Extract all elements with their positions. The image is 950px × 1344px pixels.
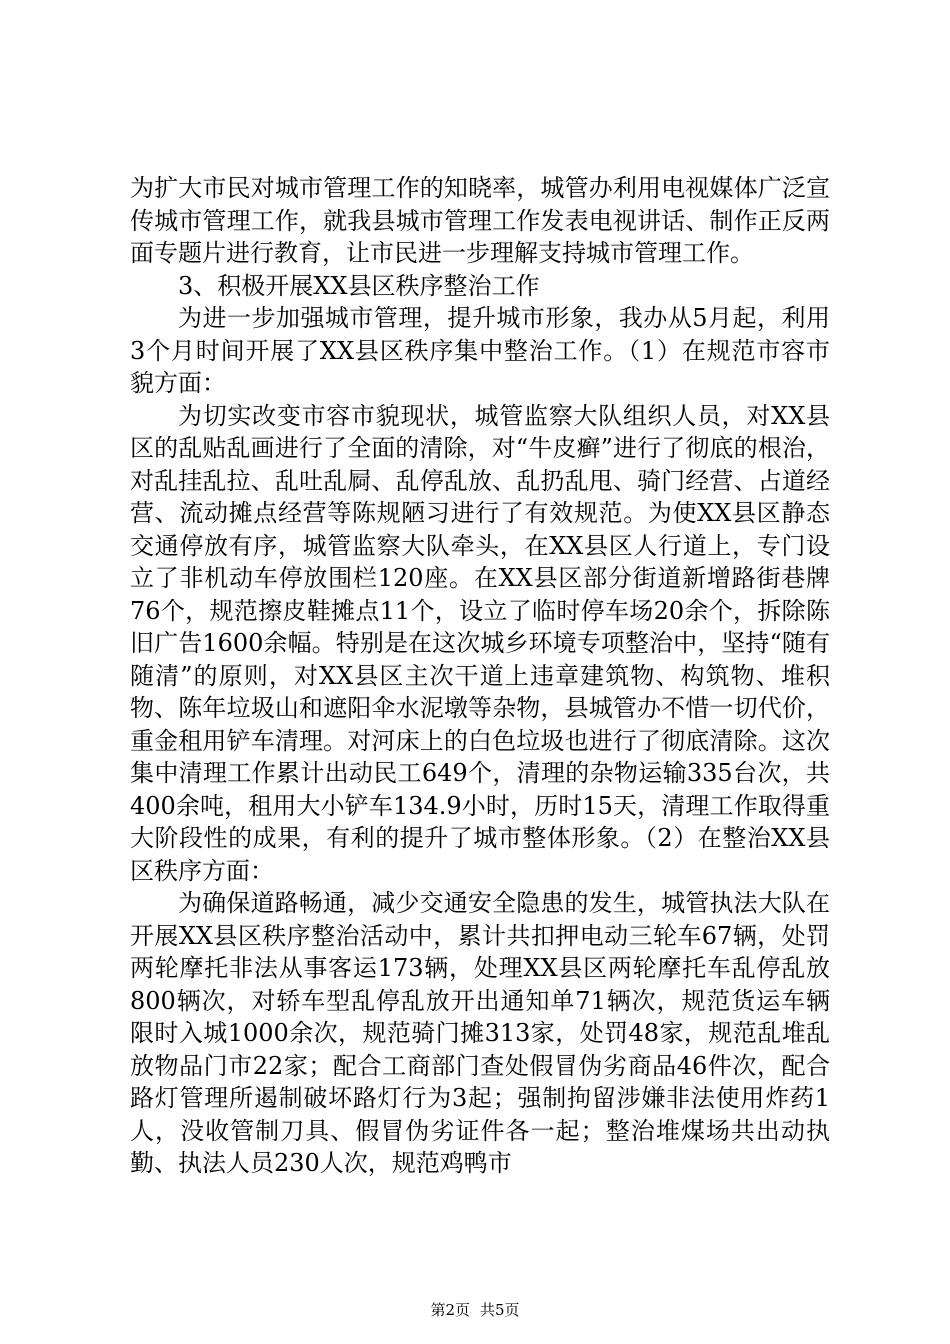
document-body [130, 172, 830, 1180]
paragraph-1: 为扩大市民对城市管理工作的知晓率，城管办利用电视媒体广泛宣传城市管理工作，就我县城市管理工作发表电视讲话、制作正反两面专题片进行教育，让市民进一步理解支持城市管理工作。 [130, 174, 830, 267]
paragraph-2: 为进一步加强城市管理，提升城市形象，我办从5月起，利用3个月时间开展了XX县区秩序集中整治工作。（1）在规范市容市貌方面： [130, 304, 830, 397]
paragraph-4: 为确保道路畅通，减少交通安全隐患的发生，城管执法大队在开展XX县区秩序整治活动中，累计共扣押电动三轮车67辆，处罚两轮摩托非法从事客运173辆，处理XX县区两轮摩托车乱停乱放800辆次，对轿车型乱停乱放开出通知单71辆次，规范货运车辆限时入城1000余次，规范骑门摊313家，处罚48家，规范乱堆乱放物品门市22家；配合工商部门查处假冒伪劣商品46件次，配合路灯管理所遏制破坏路灯行为3起；强制拘留涉嫌非法使用炸药1人，没收管制刀具、假冒伪劣证件各一起；整治堆煤场共出动执勤、执法人员230人次，规范鸡鸭市 [130, 889, 830, 1177]
page-total: 共5页 [480, 1301, 520, 1319]
page-footer [0, 1300, 950, 1320]
section-heading: 3、积极开展XX县区秩序整治工作 [178, 271, 540, 300]
paragraph-3: 为切实改变市容市貌现状，城管监察大队组织人员，对XX县区的乱贴乱画进行了全面的清除，对“牛皮癣”进行了彻底的根治，对乱挂乱拉、乱吐乱屙、乱停乱放、乱扔乱甩、骑门经营、占道经营、流动摊点经营等陈规陋习进行了有效规范。为使XX县区静态交通停放有序，城管监察大队牵头，在XX县区人行道上，专门设立了非机动车停放围栏120座。在XX县区部分街道新增路街巷牌76个，规范擦皮鞋摊点11个，设立了临时停车场20余个，拆除陈旧广告1600余幅。特别是在这次城乡环境专项整治中，坚持“随有随清”的原则，对XX县区主次干道上违章建筑物、构筑物、堆积物、陈年垃圾山和遮阳伞水泥墩等杂物，县城管办不惜一切代价，重金租用铲车清理。对河床上的白色垃圾也进行了彻底清除。这次集中清理工作累计出动民工649个，清理的杂物运输335台次，共400余吨，租用大小铲车134.9小时，历时15天，清理工作取得重大阶段性的成果，有利的提升了城市整体形象。（2）在整治XX县区秩序方面： [130, 401, 830, 885]
page-number: 第2页 [430, 1301, 470, 1319]
